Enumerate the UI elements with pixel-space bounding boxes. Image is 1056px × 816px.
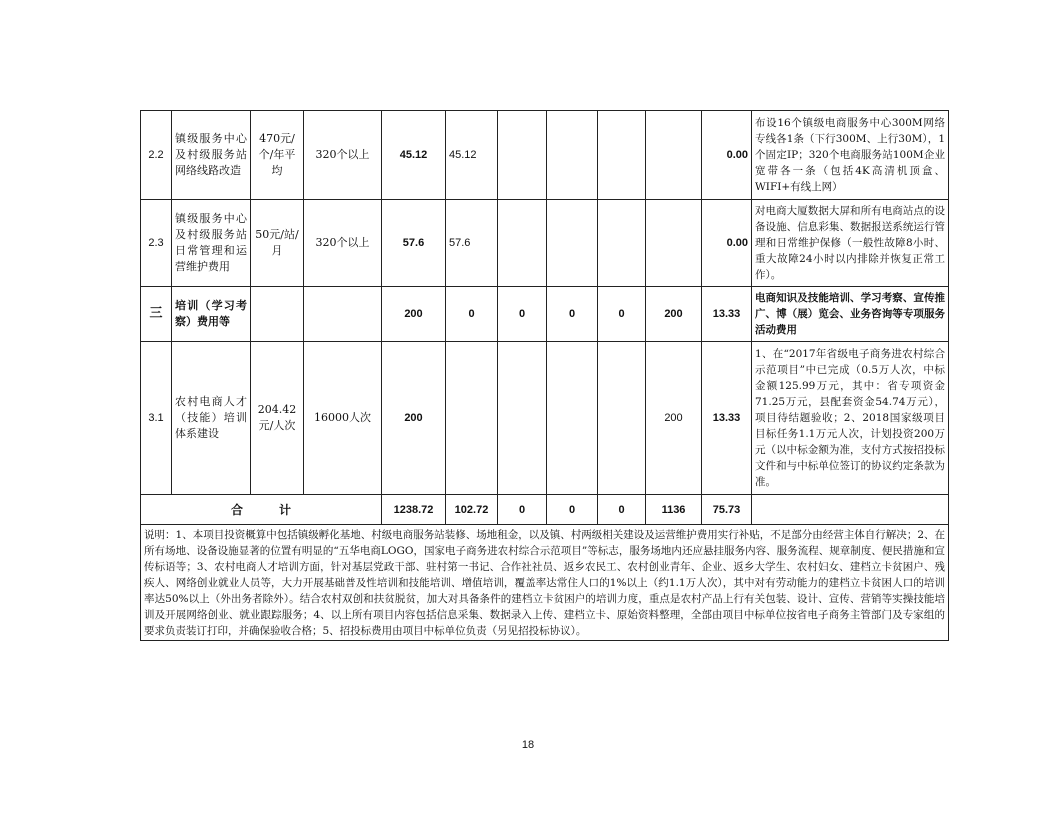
table-row bbox=[141, 200, 949, 287]
budget-table bbox=[140, 110, 949, 641]
total-description bbox=[752, 495, 949, 525]
total-col-5: 1136 bbox=[646, 495, 702, 525]
note-row bbox=[141, 525, 949, 641]
description: 布设16个镇级电商服务中心300M网络专线各1条（下行300M、上行30M），1个固定IP；320个电商服务站100M企业宽带各一条（包括4K高清机顶盒、WIFI+有线上网） bbox=[752, 111, 949, 200]
amount-col-3: 0 bbox=[547, 287, 598, 342]
amount-col-1: 57.6 bbox=[446, 200, 498, 287]
total-amount: 45.12 bbox=[382, 111, 446, 200]
project-name: 农村电商人才（技能）培训体系建设 bbox=[172, 342, 251, 495]
amount-col-3 bbox=[547, 342, 598, 495]
row-number: 3.1 bbox=[141, 342, 172, 495]
amount-col-5: 200 bbox=[646, 287, 702, 342]
amount-col-4 bbox=[598, 342, 646, 495]
total-amount: 200 bbox=[382, 342, 446, 495]
amount-col-4: 0 bbox=[598, 287, 646, 342]
total-col-1: 102.72 bbox=[446, 495, 498, 525]
row-number: 2.2 bbox=[141, 111, 172, 200]
amount-col-3 bbox=[547, 200, 598, 287]
amount-col-4 bbox=[598, 111, 646, 200]
amount-col-1: 45.12 bbox=[446, 111, 498, 200]
amount-col-5 bbox=[646, 111, 702, 200]
ratio: 0.00 bbox=[702, 200, 752, 287]
row-number: 2.3 bbox=[141, 200, 172, 287]
amount-col-4 bbox=[598, 200, 646, 287]
amount-col-5: 200 bbox=[646, 342, 702, 495]
scale: 16000人次 bbox=[304, 342, 382, 495]
amount-col-1 bbox=[446, 342, 498, 495]
amount-col-5 bbox=[646, 200, 702, 287]
total-col-3: 0 bbox=[547, 495, 598, 525]
unit-standard: 204.42元/人次 bbox=[251, 342, 304, 495]
amount-col-2 bbox=[498, 200, 547, 287]
scale: 320个以上 bbox=[304, 111, 382, 200]
table-row bbox=[141, 111, 949, 200]
project-name: 培训（学习考察）费用等 bbox=[172, 287, 251, 342]
description: 1、在“2017年省级电子商务进农村综合示范项目”中已完成（0.5万人次，中标金额125.99万元，其中：省专项资金71.25万元，县配套资金54.74万元），项目待结题验收；2、2018国家级项目目标任务1.1万元人次，计划投资200万元（以中标金额为准，支付方式按招投标文件和与中标单位签订的协议约定条款为准。 bbox=[752, 342, 949, 495]
total-label: 合 计 bbox=[141, 495, 382, 525]
total-ratio: 75.73 bbox=[702, 495, 752, 525]
total-amount: 57.6 bbox=[382, 200, 446, 287]
amount-col-2: 0 bbox=[498, 287, 547, 342]
notes-text: 说明：1、本项目投资概算中包括镇级孵化基地、村级电商服务站装修、场地租金，以及镇、村两级相关建设及运营维护费用实行补贴，不足部分由经营主体自行解决；2、在所有场地、设备设施显著的位置有明显的“五华电商LOGO，国家电子商务进农村综合示范项目”等标志，服务场地内还应悬挂服务内容、服务流程、规章制度、便民措施和宣传标语等；3、农村电商人才培训方面，针对基层党政干部、驻村第一书记、合作社社员、返乡农民工、农村创业青年、企业、返乡大学生、农村妇女、建档立卡贫困户、残疾人、网络创业就业人员等，大力开展基础普及性培训和技能培训、增值培训，覆盖率达常住人口的1%以上（约1.1万人次），其中对有劳动能力的建档立卡贫困人口的培训率达50%以上（外出务者除外）。结合农村双创和扶贫脱贫，加大对具备条件的建档立卡贫困户的培训力度，重点是农村产品上行有关包装、设计、宣传、营销等实操技能培训及开展网络创业、就业跟踪服务；4、以上所有项目内容包括信息采集、数据录入上传、建档立卡、原始资料整理，全部由项目中标单位按省电子商务主管部门及专家组的要求负责装订打印，并确保验收合格；5、招投标费用由项目中标单位负责（另见招投标协议）。 bbox=[141, 525, 949, 641]
unit-standard: 470元/个/年平均 bbox=[251, 111, 304, 200]
unit-standard: 50元/站/月 bbox=[251, 200, 304, 287]
total-col-4: 0 bbox=[598, 495, 646, 525]
ratio: 0.00 bbox=[702, 111, 752, 200]
ratio: 13.33 bbox=[702, 342, 752, 495]
ratio: 13.33 bbox=[702, 287, 752, 342]
description: 电商知识及技能培训、学习考察、宣传推广、博（展）览会、业务咨询等专项服务活动费用 bbox=[752, 287, 949, 342]
page-number: 18 bbox=[521, 739, 535, 751]
scale bbox=[304, 287, 382, 342]
total-row bbox=[141, 495, 949, 525]
project-name: 镇级服务中心及村级服务站日常管理和运营维护费用 bbox=[172, 200, 251, 287]
amount-col-2 bbox=[498, 342, 547, 495]
amount-col-1: 0 bbox=[446, 287, 498, 342]
total-amount: 200 bbox=[382, 287, 446, 342]
amount-col-3 bbox=[547, 111, 598, 200]
total-col-2: 0 bbox=[498, 495, 547, 525]
description: 对电商大厦数据大屏和所有电商站点的设备设施、信息彩集、数据报送系统运行管理和日常维护保修（一般性故障8小时、重大故障24小时以内排除并恢复正常工作）。 bbox=[752, 200, 949, 287]
project-name: 镇级服务中心及村级服务站网络线路改造 bbox=[172, 111, 251, 200]
scale: 320个以上 bbox=[304, 200, 382, 287]
amount-col-2 bbox=[498, 111, 547, 200]
row-number: 三 bbox=[141, 287, 172, 342]
table-row bbox=[141, 342, 949, 495]
unit-standard bbox=[251, 287, 304, 342]
table-row bbox=[141, 287, 949, 342]
grand-total: 1238.72 bbox=[382, 495, 446, 525]
